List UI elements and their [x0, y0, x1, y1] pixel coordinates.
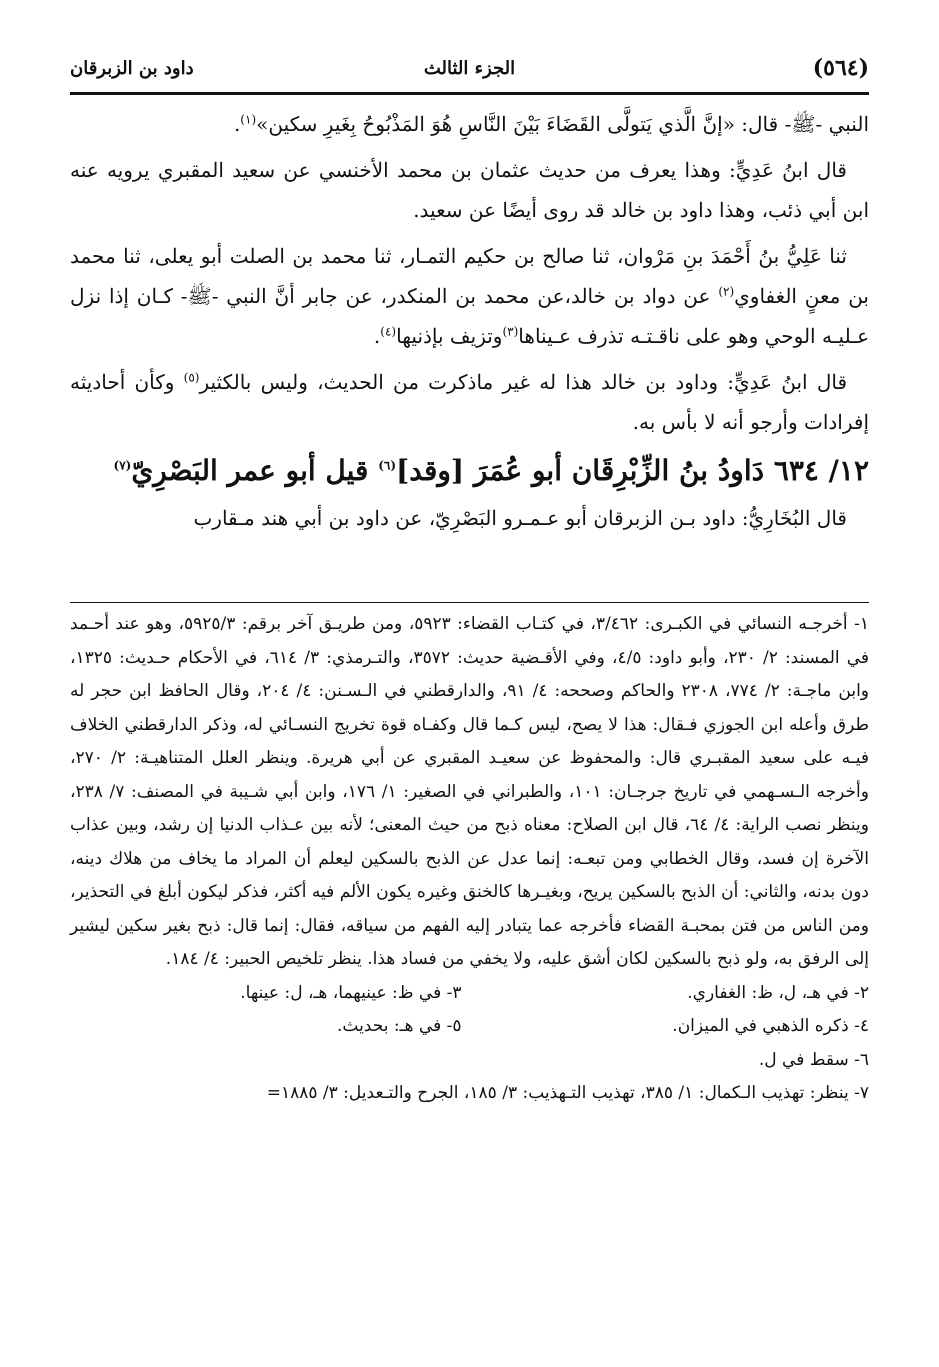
entry-heading: ١٢/ ٦٣٤ دَاودُ بنُ الزِّبْرِقَان أبو عُمَرَ [وقد]$^{(٦)}$ قيل أبو عمر البَصْرِيّ$^{(٧)}$ [113, 454, 869, 487]
footnote-3: ٣- في ظ: عينيهما، هـ، ل: عينها. [240, 982, 462, 1003]
volume-title: الجزء الثالث [423, 57, 516, 79]
page-number: (٥٦٤) [812, 55, 869, 81]
footnote-row [70, 1010, 869, 1044]
footnote-ref: (٦) [378, 458, 397, 473]
footnote-ref: (٢) [718, 284, 735, 299]
paragraph-2: قال ابنُ عَدِيٍّ: وهذا يعرف من حديث عثمان بن محمد الأخنسي عن سعيد المقبري يرويه عنه ابن أبي ذئب، وهذا داود بن خالد قد روى أيضًا عن سعيد. [70, 158, 869, 222]
paragraph-3: ثنا عَلِيُّ بنُ أَحْمَدَ بنِ مَرْوان، ثنا صالح بن حكيم التمـار، ثنا محمد بن الصلت أبو يعلى، ثنا محمد بن معنٍ الغفاوي$^{(٢)}$ عن دواد بن خالد،عن محمد بن المنكدر، عن جابر أنَّ النبي -ﷺ- كـان إذا نزل عـليـه الوحي وهو على ناقـتـه تذرف عـيناها$^{(٣)}$وتزيف بإذنيها$^{(٤)}$. [70, 244, 869, 348]
paragraph-5: قال البُخَارِيُّ: داود بـن الزبرقان أبو عـمـرو البَصْرِيّ، عن داود بن أبي هند مـقارب [193, 506, 847, 530]
footnote-divider [70, 602, 869, 603]
paragraph-1: النبي -ﷺ- قال: «إنَّ الَّذي يَتولَّى القَضَاءَ بَيْنَ النَّاسِ هُوَ المَذْبُوحُ بِغَيرِ سكين»$^{(١)}$. [233, 112, 869, 136]
footnotes [70, 608, 869, 1111]
footnote-ref: (٥) [183, 370, 200, 385]
footnote-5: ٥- في هـ: بحديث. [336, 1016, 462, 1036]
main-text [70, 104, 869, 544]
footnote-4: ٤- ذكره الذهبي في الميزان. [672, 1016, 869, 1036]
footnote-6: ٦- سقط في ل. [758, 1049, 869, 1070]
paragraph-4: قال ابنُ عَدِيٍّ: وداود بن خالد هذا له غير ماذكرت من الحديث، وليس بالكثير$^{(٥)}$ وكأن أحاديثه إفرادات وأرجو أنه لا بأس به. [70, 370, 869, 434]
footnote-ref: (٧) [113, 458, 132, 473]
running-header [70, 44, 869, 95]
footnote-ref: (٣) [502, 324, 519, 339]
entry-running-title: داود بن الزبرقان [70, 57, 194, 79]
footnote-2: ٢- في هـ، ل، ظ: الغفاري. [687, 982, 869, 1003]
footnote-row [70, 977, 869, 1011]
footnote-ref: (٤) [380, 324, 397, 339]
footnote-1: ١- أخرجـه النسائي في الكبـرى: ٣/٤٦٢، في كتـاب القضاء: ٥٩٢٣، ومن طريـق آخر برقم: ٥٩٢٥/٣، وهو عند أحـمد في المسند: ٢/ ٢٣٠، وأبو داود: ٤/٥، وفي الأقـضية حديث: ٣٥٧٢، والتـرمذي: ٣/ ٦١٤، في الأحكام حـديث: ١٣٢٥، وابن ماجـة: ٢/ ٧٧٤، ٢٣٠٨ والحاكم وصححه: ٤/ ٩١، والدارقطني في الـسـنن: ٤/ ٢٠٤، وقال الحافظ ابن حجر له طرق وأعله ابن الجوزي فـقال: هذا لا يصح، ليس كـما قال وكفـاه قوة تخريج النسـائي له، وذكر الدارقطني الخلاف فيـه على سعيد المقبـري قال: والمحفوظ عن سعيـد المقبري عن أبي هريرة. وينظر العلل المتناهيـة: ٢/ ٢٧٠، وأخرجه الـسـهمي في تاريخ جرجـان: ١٠١، والطبراني في الصغير: ١/ ١٧٦، وابن أبي شـيبة في المصنف: ٧/ ٢٣٨، وينظر نصب الراية: ٤/ ٦٤، قال ابن الصلاح: معناه ذبح من حيث المعنى؛ لأنه بين عـذاب الدنيا إن رشد، وبين عذاب الآخرة إن فسد، وقال الخطابي ومن تبعـه: إنما عدل عن الذبح بالسكين ليعلم أن المراد ما يخاف من هلاك دينه، دون بدنه، والثاني: أن الذبح بالسكين يريح، وبغيـرها كالخنق وغيره يكون الألم فيه أكثر، فذكر ليكون أبلغ في التحذير، ومن الناس من فتن بمحبـة القضاء فأخرجه عما يتبادر إليه الفهم من سياقه، فقال: إنما قال: ذبح بغير سكين ليشير إلى الرفق به، ولو ذبح بالسكين لكان أشق عليه، ولا يخفي من فساد هذا. ينظر تلخيص الحبير: ٤/ ١٨٤. [70, 614, 870, 969]
footnote-7: ٧- ينظر: تهذيب الـكمال: ١/ ٣٨٥، تهذيب التـهذيب: ٣/ ١٨٥، الجرح والتـعديل: ٣/ ١٨٨٥= [266, 1083, 869, 1103]
footnote-ref: (١) [240, 112, 257, 127]
